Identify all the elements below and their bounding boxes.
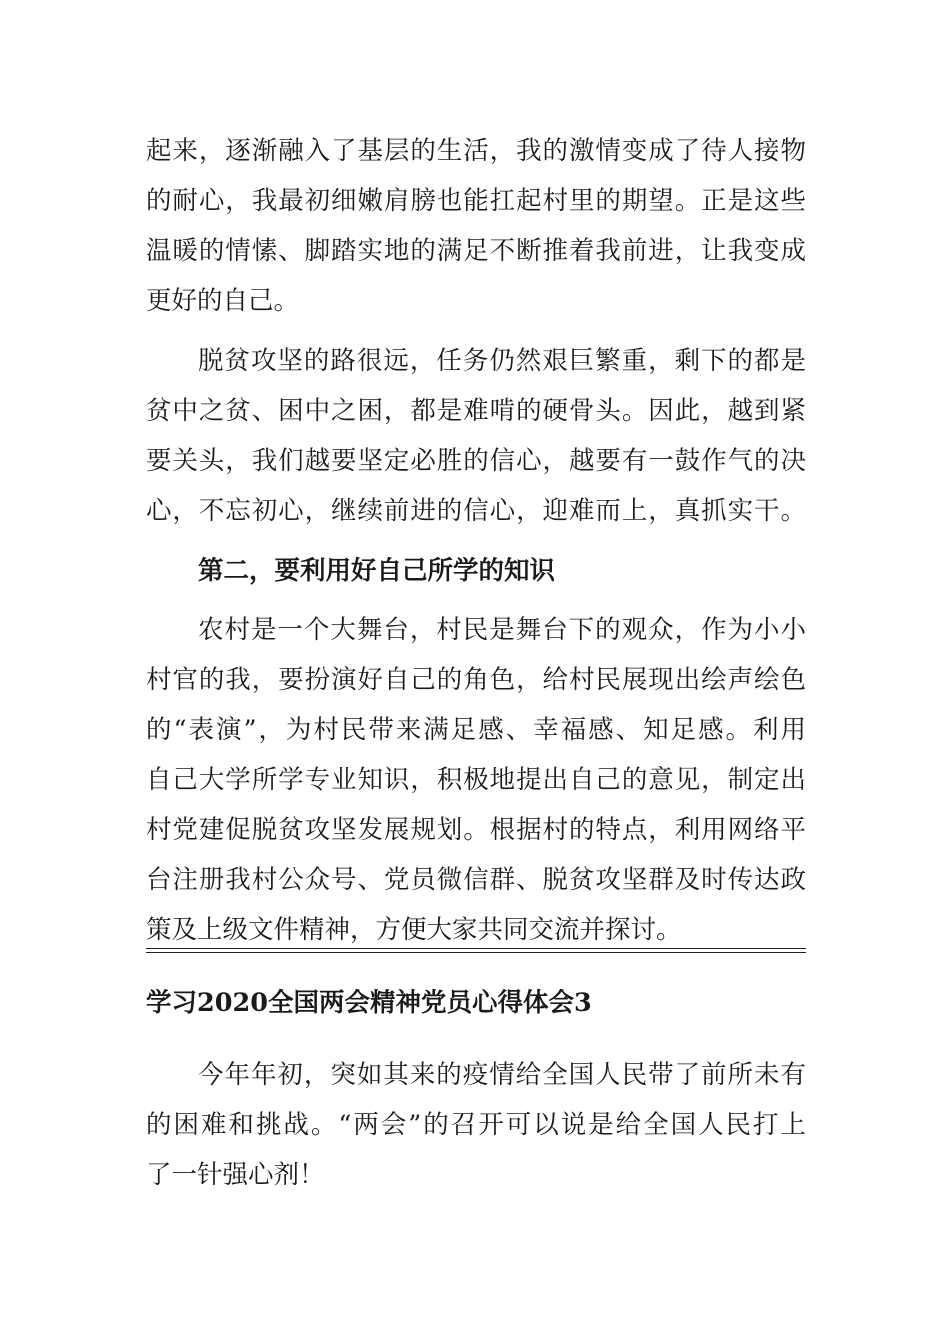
text-line: 心，不忘初心，继续前进的信心，迎难而上，真抓实干。 (146, 496, 806, 526)
text-line: 的困难和挑战。“两会”的召开可以说是给全国人民打上 (146, 1110, 806, 1140)
text-line: 今年年初，突如其来的疫情给全国人民带了前所未有 (198, 1060, 806, 1090)
text-line: 农村是一个大舞台，村民是舞台下的观众，作为小小 (198, 615, 806, 645)
text-line: 脱贫攻坚的路很远，任务仍然艰巨繁重，剩下的都是 (198, 346, 806, 376)
text-line: 要关头，我们越要坚定必胜的信心，越要有一鼓作气的决 (146, 446, 806, 476)
text-line: 贫中之贫、困中之困，都是难啃的硬骨头。因此，越到紧 (146, 396, 806, 426)
paragraph-knowledge (146, 605, 806, 955)
text-line: 自己大学所学专业知识，积极地提出自己的意见，制定出 (146, 765, 806, 795)
text-line: 策及上级文件精神，方便大家共同交流并探讨。 (146, 915, 682, 945)
text-line: 起来，逐渐融入了基层的生活，我的激情变成了待人接物 (146, 136, 806, 166)
text-line: 村官的我，要扮演好自己的角色，给村民展现出绘声绘色 (146, 665, 806, 695)
section-heading: 第二，要利用好自己所学的知识 (198, 556, 556, 586)
text-line: 更好的自己。 (146, 286, 300, 316)
text-line: 了一针强心剂！ (146, 1160, 325, 1190)
article-title: 学习2020全国两会精神党员心得体会3 (146, 988, 592, 1018)
paragraph-intro (146, 1050, 806, 1200)
double-divider (146, 948, 806, 953)
paragraph-poverty-alleviation (146, 336, 806, 536)
paragraph-continued (146, 126, 806, 326)
text-line: 村党建促脱贫攻坚发展规划。根据村的特点，利用网络平 (146, 815, 806, 845)
text-line: 的“表演”，为村民带来满足感、幸福感、知足感。利用 (146, 715, 806, 745)
text-line: 台注册我村公众号、党员微信群、脱贫攻坚群及时传达政 (146, 865, 806, 895)
text-line: 温暖的情愫、脚踏实地的满足不断推着我前进，让我变成 (146, 236, 806, 266)
text-line: 的耐心，我最初细嫩肩膀也能扛起村里的期望。正是这些 (146, 186, 806, 216)
